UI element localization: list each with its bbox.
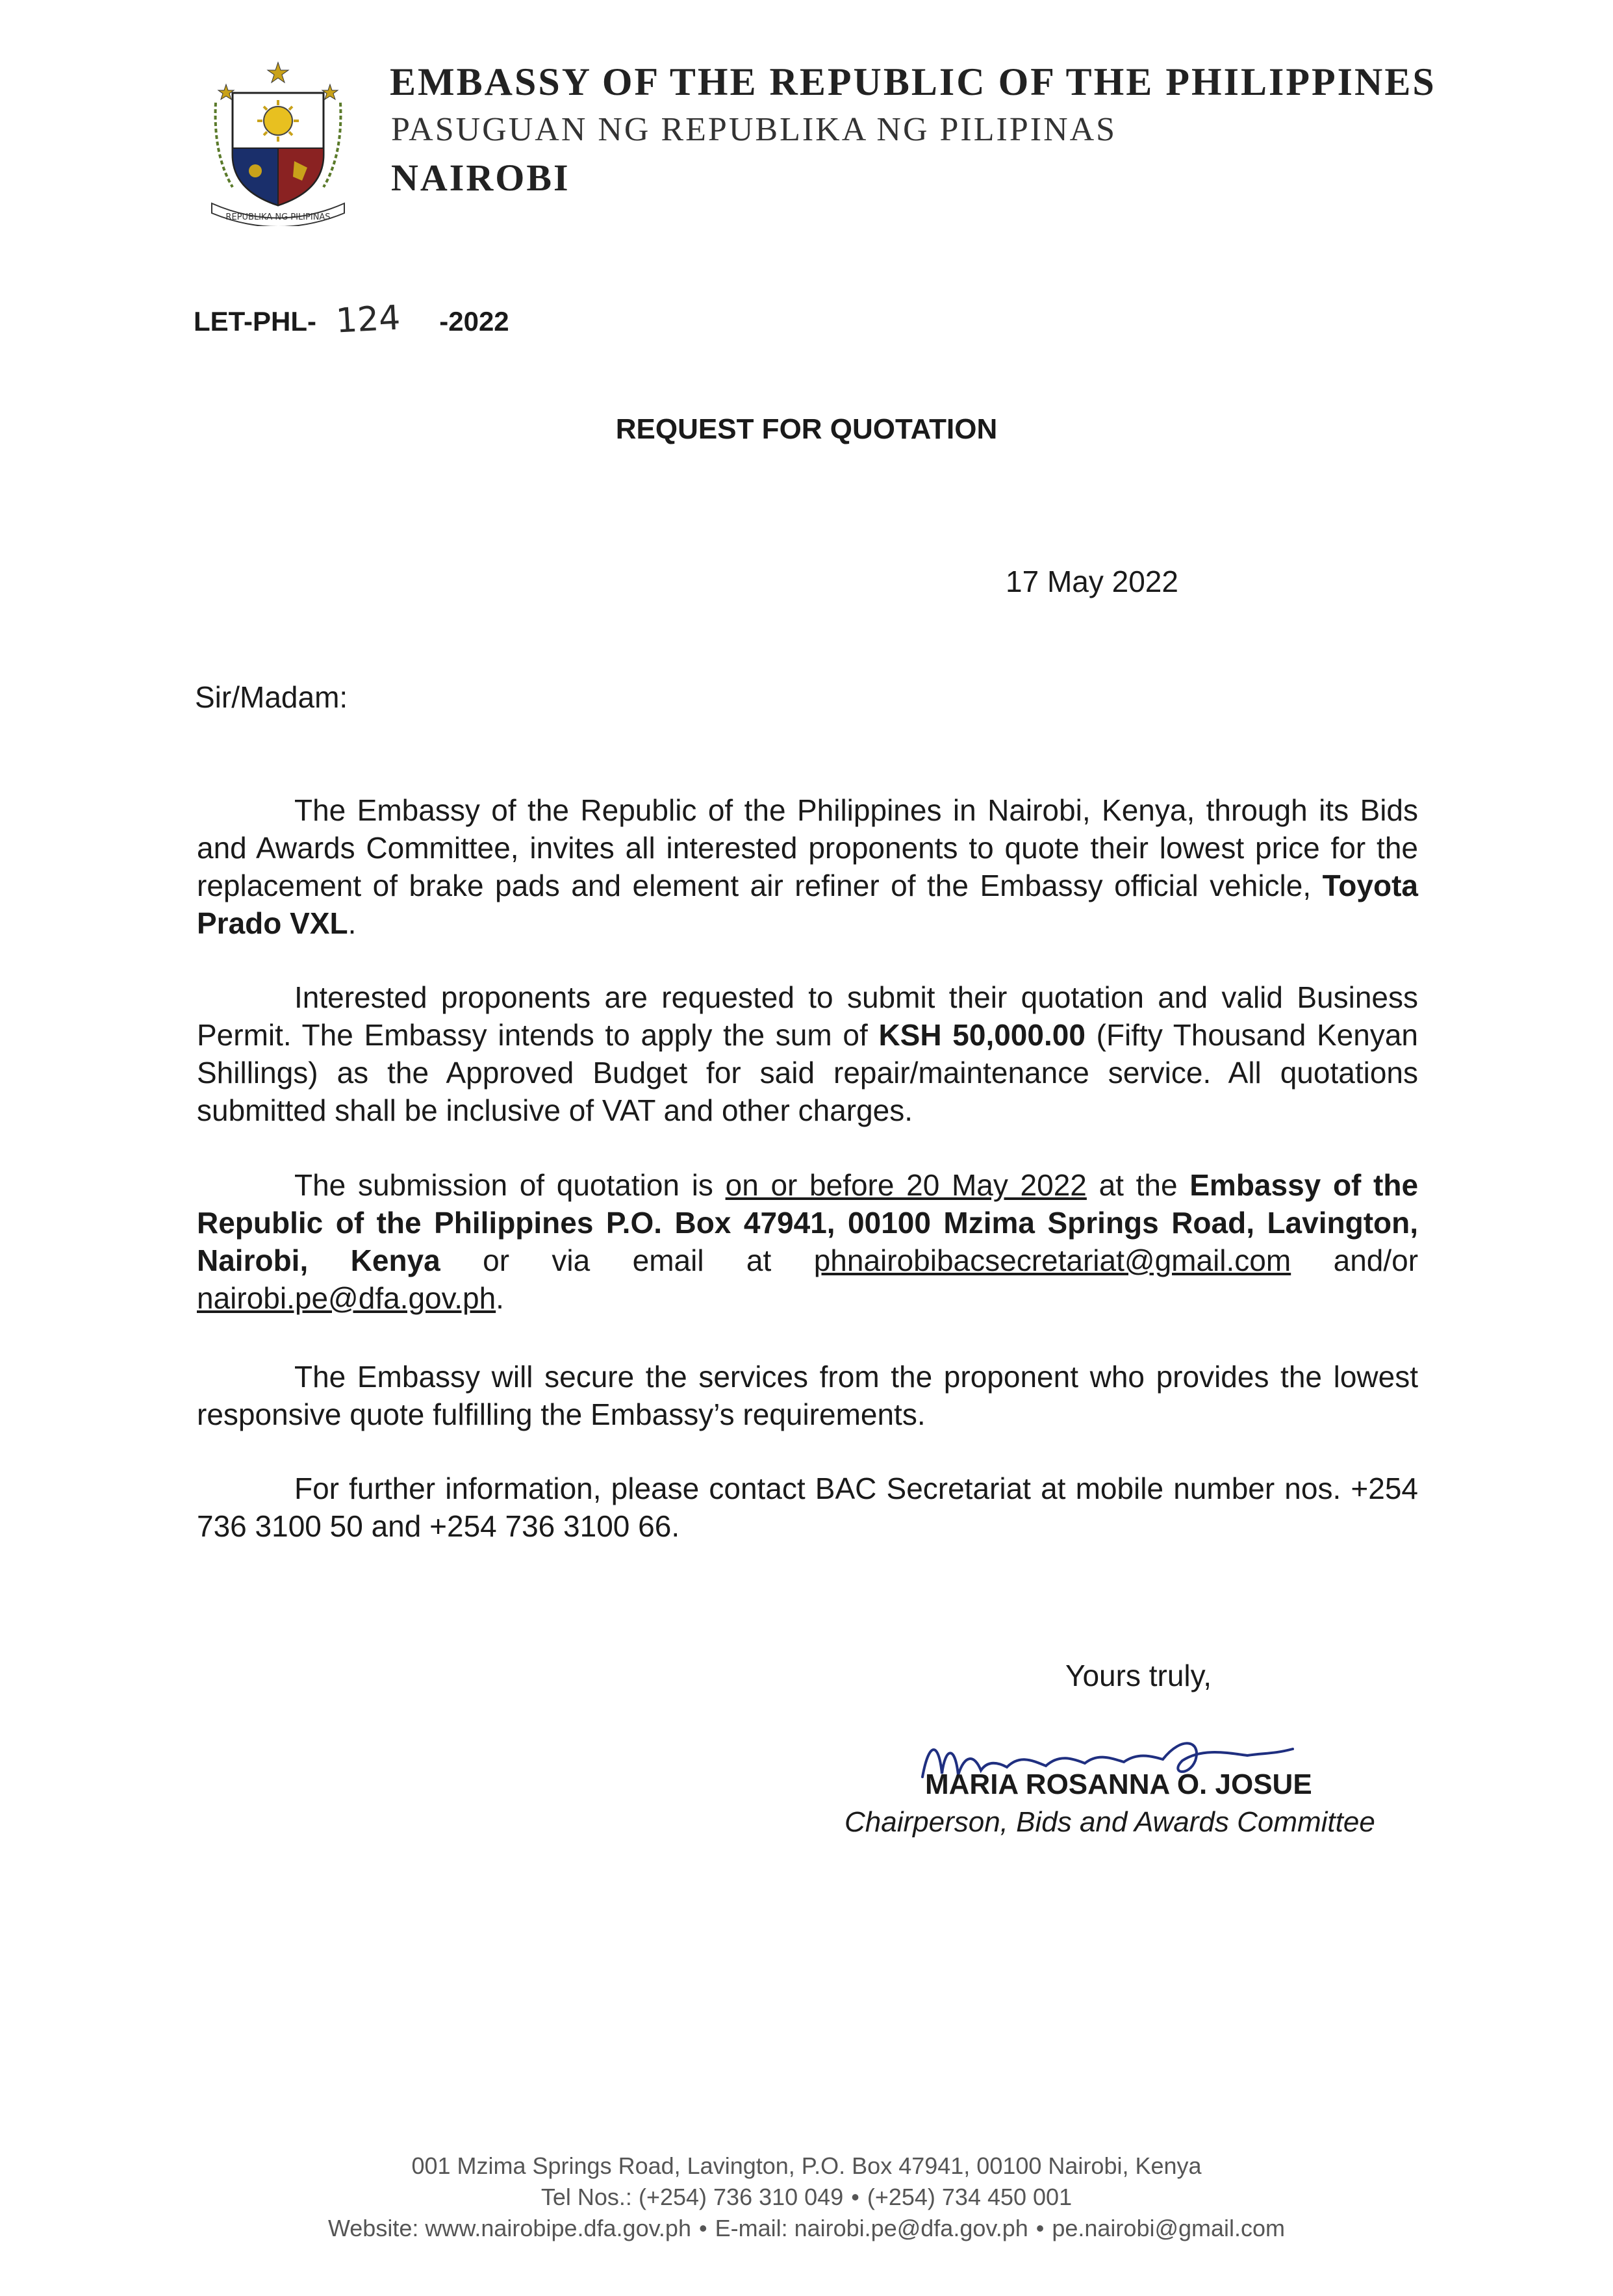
embassy-email-link[interactable]: nairobi.pe@dfa.gov.ph	[197, 1281, 496, 1315]
p3-text-d: and/or	[1333, 1244, 1419, 1277]
p1-end: .	[348, 906, 357, 940]
reference-prefix: LET-PHL-	[194, 306, 316, 337]
paragraph-award	[197, 1358, 1418, 1433]
salutation: Sir/Madam:	[195, 680, 348, 714]
footer-web-email	[0, 2213, 1613, 2244]
footer-tel-1: (+254) 736 310 049	[638, 2184, 844, 2210]
reference-number	[194, 300, 509, 339]
vehicle-name: Toyota Prado VXL	[197, 869, 1418, 940]
footer-separator: •	[851, 2184, 859, 2210]
letter-date: 17 May 2022	[1006, 565, 1178, 598]
p3-end: .	[496, 1281, 504, 1315]
letterhead-embassy-name: EMBASSY OF THE REPUBLIC OF THE PHILIPPINES	[390, 60, 1436, 103]
seal-ribbon-text: REPUBLIKA NG PILIPINAS	[225, 212, 331, 222]
document-title: REQUEST FOR QUOTATION	[615, 413, 998, 445]
signatory-position: Chairperson, Bids and Awards Committee	[845, 1806, 1375, 1838]
letterhead-filipino-name: PASUGUAN NG REPUBLIKA NG PILIPINAS	[391, 111, 1117, 148]
footer-telephone	[0, 2182, 1613, 2213]
footer-separator: •	[1035, 2215, 1045, 2241]
footer-separator: •	[698, 2215, 707, 2241]
reference-handwritten-number: 124	[335, 298, 401, 341]
submission-deadline: on or before 20 May 2022	[725, 1168, 1087, 1202]
paragraph-budget	[197, 978, 1418, 1129]
footer-tel-2: (+254) 734 450 001	[867, 2184, 1073, 2210]
approved-budget-amount: KSH 50,000.00	[878, 1018, 1086, 1052]
footer-tel-label: Tel Nos.:	[540, 2184, 632, 2210]
philippine-coat-of-arms-seal	[207, 57, 349, 226]
p3-text-c: or via email at	[483, 1244, 772, 1277]
bac-secretariat-email-link[interactable]: phnairobibacsecretariat@gmail.com	[813, 1244, 1291, 1277]
p2-text-a: Interested proponents are requested to submit their quotation and valid Business Permit. The Embassy intends to apply the sum of	[197, 980, 1418, 1052]
p3-text-a: The submission of quotation is	[294, 1168, 713, 1202]
footer-address: 001 Mzima Springs Road, Lavington, P.O. Box 47941, 00100 Nairobi, Kenya	[411, 2152, 1202, 2179]
signatory-name: MARIA ROSANNA O. JOSUE	[925, 1768, 1312, 1800]
footer-email-2[interactable]: pe.nairobi@gmail.com	[1052, 2215, 1286, 2241]
reference-suffix: -2022	[439, 306, 509, 337]
p2-text-b: (Fifty Thousand Kenyan Shillings) as the Approved Budget for said repair/maintenance service. All quotations submitted shall be inclusive of VAT and other charges.	[197, 1018, 1418, 1127]
p5-text: For further information, please contact BAC Secretariat at mobile number nos. +254 736 3100 50 and +254 736 3100 66.	[197, 1472, 1418, 1543]
paragraph-contact	[197, 1470, 1418, 1545]
footer-email-label: E-mail:	[715, 2215, 788, 2241]
paragraph-submission	[197, 1166, 1418, 1317]
p4-text: The Embassy will secure the services from the proponent who provides the lowest responsive quote fulfilling the Embassy’s requirements.	[197, 1360, 1418, 1431]
letterhead-city: NAIROBI	[391, 157, 570, 199]
footer-email-1[interactable]: nairobi.pe@dfa.gov.ph	[794, 2215, 1028, 2241]
paragraph-invitation	[197, 791, 1418, 942]
p3-text-b: at the	[1099, 1168, 1178, 1202]
footer-website-label: Website:	[327, 2215, 419, 2241]
footer-website[interactable]: www.nairobipe.dfa.gov.ph	[425, 2215, 691, 2241]
p1-text: The Embassy of the Republic of the Philippines in Nairobi, Kenya, through its Bids and Awards Committee, invites all interested proponents to quote their lowest price for the replacement of brake pads and element air refiner of the Embassy official vehicle,	[197, 793, 1418, 902]
closing: Yours truly,	[1065, 1659, 1212, 1692]
submission-address: Embassy of the Republic of the Philippines P.O. Box 47941, 00100 Mzima Springs Road, Lavington, Nairobi, Kenya	[197, 1168, 1419, 1277]
